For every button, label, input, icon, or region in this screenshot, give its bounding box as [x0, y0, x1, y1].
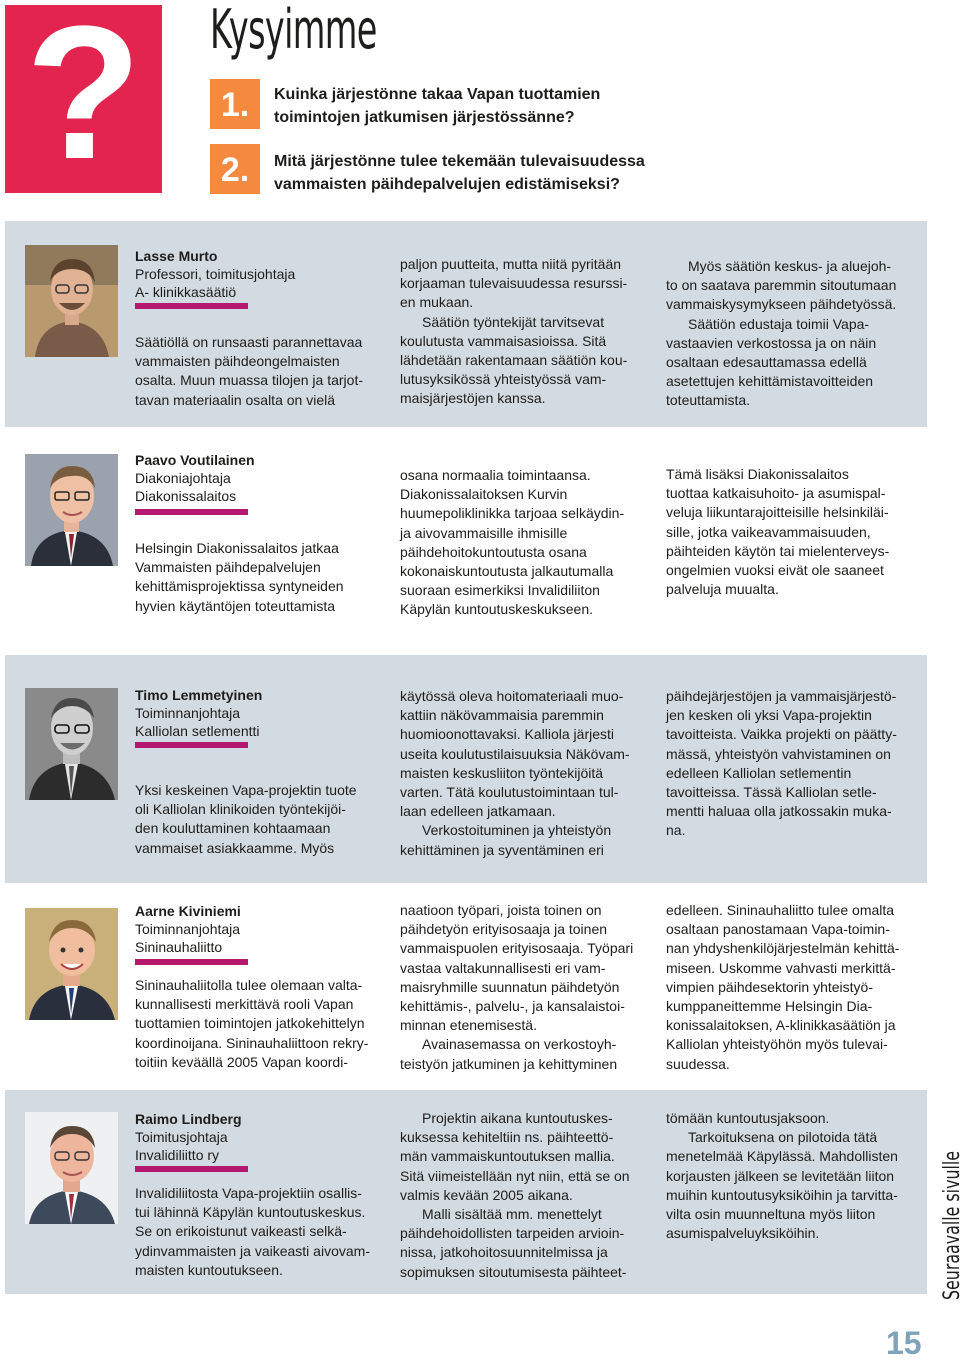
text-line: koulutusta vammaisasioissa. Sitä [400, 332, 607, 349]
text-line: vammaiskysymykseen päihdetyössä. [666, 296, 897, 313]
text-line: miseen. Uskomme vahvasti merkittä- [666, 959, 896, 976]
text-line: edelleen. Sininauhaliitto tulee omalta [666, 902, 895, 918]
text-line: vammaispuolen erityisosaaja. Työpari [400, 940, 634, 957]
text-line: nan yhdyshenkilöjärjestelmän kehittä- [666, 940, 900, 957]
answer-panel-paavo-voutilainen [5, 440, 927, 640]
text-line: maisten kuntoutukseen. [135, 1261, 283, 1278]
text-line: vammaisten päihdeongelmaisten [135, 353, 340, 370]
text-line: osaltaan panostamaan Vapa-toimin- [666, 921, 890, 938]
portrait-photo [25, 454, 118, 566]
text-line: korjaaman tulevaisuudessa resurssi- [400, 275, 628, 292]
answer-column-2 [400, 687, 645, 860]
question-2-line-1: Mitä järjestönne tulee tekemään tulevaisuudessa [274, 153, 645, 170]
person-title: Toimitusjohtaja [135, 1129, 228, 1145]
person-title: Toiminnanjohtaja [135, 921, 241, 937]
text-line: ydinvammaisten ja vaikeasti aivovam- [135, 1242, 370, 1259]
text-line: Malli sisältää mm. menettelyt [422, 1206, 602, 1223]
text-line: päihdehoidollisten tarpeiden arvioin- [400, 1225, 625, 1242]
continues-on-next-page [940, 1093, 965, 1300]
text-line: päihdetyön erityisosaaja ja toinen [400, 921, 608, 938]
text-line: naatioon työpari, joista toinen on [400, 902, 602, 918]
text-line: teistyön jatkuminen ja kehittyminen [400, 1055, 618, 1072]
text-line: tömään kuntoutusjaksoon. [666, 1110, 830, 1126]
accent-bar [135, 1166, 248, 1172]
question-mark: ? [25, 0, 142, 199]
text-line: vastaavien verkostossa ja on näin [666, 334, 877, 351]
text-line: päihteiden käytön tai mielenterveys- [666, 542, 890, 559]
text-line: huomioonottavaksi. Kalliola järjesti [400, 726, 614, 743]
text-line: käytössä oleva hoitomateriaali muo- [400, 688, 624, 704]
person-title: Professori, toimitusjohtaja [135, 266, 296, 282]
text-line: laan edelleen jatkamaan. [400, 803, 556, 820]
person-title: Toiminnanjohtaja [135, 705, 241, 721]
portrait-photo [25, 245, 118, 357]
accent-bar [135, 303, 248, 309]
text-line: maisten keskusliiton työntekijöitä [400, 764, 604, 781]
text-line: ongelmien vuoksi eivät ole saaneet [666, 562, 884, 579]
person-info [135, 1110, 375, 1164]
text-line: suudessa. [666, 1055, 730, 1072]
text-line: sopimuksen sitoutumisesta päihteet- [400, 1263, 627, 1280]
answer-panel-timo-lemmetyinen [5, 655, 927, 883]
text-line: varten. Tätä koulutustoimintaan tul- [400, 784, 619, 801]
answer-column-2 [400, 255, 645, 409]
person-title: Diakoniajohtaja [135, 470, 231, 486]
text-line: Invalidiliitosta Vapa-projektiin osallis- [135, 1185, 362, 1201]
portrait-photo [25, 1112, 118, 1224]
page-title: Kysyimme [210, 0, 377, 61]
text-line: tavoitteista. Vaikka projekti on päätty- [666, 726, 897, 743]
text-line: Projektin aikana kuntoutuskes- [422, 1110, 613, 1126]
text-line: Diakonissalaitoksen Kurvin [400, 486, 568, 503]
person-info [135, 247, 375, 301]
accent-bar [135, 742, 248, 748]
text-line: valmis kevään 2005 aikana. [400, 1186, 573, 1203]
text-line: osaltaan edesauttamassa edellä [666, 354, 867, 371]
text-line: tui lähinnä Käpylän kuntoutuskeskus. [135, 1204, 366, 1221]
answer-column-2 [400, 901, 645, 1074]
text-line: tuottamien toimintojen jatkokehittelyn [135, 1015, 365, 1032]
text-line: minnan etenemisestä. [400, 1017, 537, 1034]
text-line: jen kesken oli yksi Vapa-projektin [666, 707, 872, 724]
answer-column-1 [135, 333, 375, 410]
page-number: 15 [886, 1325, 922, 1361]
text-line: Avainasemassa on verkostoyh- [422, 1036, 617, 1053]
answer-panel-raimo-lindberg [5, 1090, 927, 1294]
person-name: Lasse Murto [135, 248, 218, 264]
question-mark-box [5, 0, 162, 199]
text-line: Säätiön työntekijät tarvitsevat [422, 313, 605, 330]
question-2 [274, 150, 694, 196]
text-line: tavan materiaalin osalta on vielä [135, 391, 336, 408]
text-line: palveluja muualta. [666, 581, 779, 598]
person-info [135, 451, 375, 505]
text-line: maisryhmille suunnatun päihdetyön [400, 978, 620, 995]
text-line: kattiin näkövammaisia paremmin [400, 707, 604, 724]
accent-bar [135, 509, 248, 515]
text-line: tuottaa katkaisuhoito- ja asumispal- [666, 485, 886, 502]
text-line: Se on erikoistunut vaikeasti selkä- [135, 1223, 347, 1240]
question-1-line-2: toimintojen jatkumisen järjestössänne? [274, 109, 575, 126]
text-line: suoraan esimerkiksi Invalidiliiton [400, 582, 600, 599]
answer-column-1 [135, 1184, 375, 1280]
text-line: Säätiön edustaja toimii Vapa- [688, 315, 870, 332]
person-name: Raimo Lindberg [135, 1111, 242, 1127]
text-line: to on saatava paremmin sitoutumaan [666, 277, 897, 294]
text-line: Sitä viimeistellään nyt niin, että se on [400, 1167, 630, 1184]
text-line: oli Kalliolan klinikoiden työntekijöi- [135, 801, 346, 818]
text-line: Myös säätiön keskus- ja aluejoh- [688, 258, 892, 274]
text-line: veluja liikuntarajoitteisille helsinkiläi- [666, 504, 889, 521]
text-line: män vammaiskuntoutuksen mallia. [400, 1148, 615, 1165]
answer-column-3 [666, 257, 911, 411]
text-line: kunnallisesti merkittävä rooli Vapan [135, 996, 354, 1013]
text-line: mässä, yhteistyön vahvistaminen on [666, 745, 891, 762]
question-number-1: 1. [210, 79, 260, 129]
text-line: mentti haluaa olla jatkossakin muka- [666, 803, 892, 820]
text-line: Yksi keskeinen Vapa-projektin tuote [135, 782, 357, 798]
person-info [135, 902, 375, 956]
text-line: den kouluttaminen kohtaamaan [135, 820, 331, 837]
text-line: kehittäminen ja syventäminen eri [400, 841, 604, 858]
text-line: Säätiöllä on runsaasti parannettavaa [135, 334, 363, 350]
text-line: lutusyksikössä yhteistyössä vam- [400, 371, 607, 388]
portrait-photo [25, 908, 118, 1020]
text-line: korjausten jälkeen se levitetään liiton [666, 1167, 895, 1184]
person-name: Timo Lemmetyinen [135, 687, 263, 703]
person-organization: Diakonissalaitos [135, 488, 237, 504]
text-line: hyvien käytäntöjen toteuttamista [135, 597, 336, 614]
text-line: kehittämis-, palvelu-, ja kansalaistoi- [400, 998, 625, 1015]
text-line: muihin kuntoutusyksiköihin ja tarvitta- [666, 1186, 898, 1203]
text-line: vilta osin muunneltuna myös liiton [666, 1206, 876, 1223]
answer-panel-aarne-kiviniemi [5, 892, 927, 1082]
text-line: osalta. Muun muassa tilojen ja tarjot- [135, 372, 363, 389]
text-line: Käpylän kuntoutuskeskukseen. [400, 601, 594, 618]
text-line: Helsingin Diakonissalaitos jatkaa [135, 540, 339, 556]
text-line: Tarkoituksena on pilotoida tätä [688, 1129, 878, 1146]
text-line: huumepoliklinikka tarjoaa selkäydin- [400, 505, 625, 522]
person-name: Paavo Voutilainen [135, 452, 255, 468]
person-organization: Sininauhaliitto [135, 939, 223, 955]
text-line: kokonaiskuntoutusta jalkautumalla [400, 563, 614, 580]
text-line: lähdetään rakentamaan säätiön kou- [400, 352, 628, 369]
text-line: Verkostoituminen ja yhteistyön [422, 822, 612, 839]
person-organization: Invalidiliitto ry [135, 1147, 220, 1163]
text-line: tavoitteissa. Tässä Kalliolan setle- [666, 784, 877, 801]
text-line: päihdejärjestöjen ja vammaisjärjestö- [666, 688, 897, 704]
text-line: en mukaan. [400, 294, 474, 311]
text-line: vammaiset asiakkaamme. Myös [135, 839, 335, 856]
text-line: vimpien päihdesektorin yhteistyö- [666, 978, 873, 995]
text-line: asumispalveluyksiköihin. [666, 1225, 820, 1242]
accent-bar [135, 959, 248, 965]
text-line: toitiin keväällä 2005 Vapan koordi- [135, 1053, 348, 1070]
text-line: konissalaitoksen, A-klinikkasäätiön ja [666, 1017, 896, 1034]
text-line: kehittämisprojektissa syntyneiden [135, 578, 344, 595]
answer-column-2 [400, 1109, 645, 1282]
question-2-line-2: vammaisten päihdepalvelujen edistämiseksi? [274, 176, 620, 193]
text-line: päihdehoitokuntoutusta osana [400, 543, 587, 560]
answer-column-2 [400, 466, 645, 620]
text-line: osana normaalia toimintaansa. [400, 467, 591, 483]
text-line: paljon puutteita, mutta niitä pyritään [400, 256, 622, 272]
person-organization: A- klinikkasäätiö [135, 284, 237, 300]
text-line: vastaa valtakunnallisesti eri vam- [400, 959, 606, 976]
answer-column-3 [666, 465, 911, 599]
text-line: ja aivovammaisille ihmisille [400, 524, 568, 541]
person-info [135, 686, 375, 740]
text-line: maisjärjestöjen kanssa. [400, 390, 546, 407]
answer-column-3 [666, 901, 911, 1074]
text-line: menetelmää Käpylässä. Mahdollisten [666, 1148, 898, 1165]
text-line: useita koulutustilaisuuksia Näkövam- [400, 745, 630, 762]
portrait-photo [25, 688, 118, 800]
text-line: toteuttamista. [666, 392, 751, 409]
text-line: Kalliolan yhteistyöhön myös tulevai- [666, 1036, 888, 1053]
text-line: edelleen Kalliolan setlementin [666, 764, 852, 781]
answer-column-1 [135, 539, 375, 616]
question-1-line-1: Kuinka järjestönne takaa Vapan tuottamien [274, 86, 601, 103]
text-line: Vammaisten päihdepalvelujen [135, 559, 321, 576]
person-organization: Kalliolan setlementti [135, 723, 260, 739]
text-line: Sininauhaliitolla tulee olemaan valta- [135, 977, 363, 993]
person-name: Aarne Kiviniemi [135, 903, 241, 919]
text-line: kuksessa kehiteltiin ns. päihteettö- [400, 1129, 614, 1146]
answer-panel-lasse-murto [5, 221, 927, 427]
text-line: na. [666, 822, 686, 839]
text-line: nissa, jatkohoitosuunnitelmissa ja [400, 1244, 608, 1261]
answer-column-3 [666, 687, 911, 841]
text-line: sille, jotka vaikeavammaisuuden, [666, 523, 871, 540]
text-line: Tämä lisäksi Diakonissalaitos [666, 466, 849, 482]
answer-column-1 [135, 976, 375, 1072]
text-line: asetettujen kehittämistavoitteiden [666, 373, 874, 390]
question-number-2: 2. [210, 144, 260, 194]
continues-label: Seuraavalle sivulle [940, 1150, 965, 1300]
text-line: kumppaneittemme Helsingin Dia- [666, 998, 873, 1015]
answer-column-1 [135, 781, 375, 858]
text-line: koordinoijana. Sininauhaliittoon rekry- [135, 1034, 369, 1051]
question-1 [274, 83, 694, 129]
answer-column-3 [666, 1109, 911, 1243]
